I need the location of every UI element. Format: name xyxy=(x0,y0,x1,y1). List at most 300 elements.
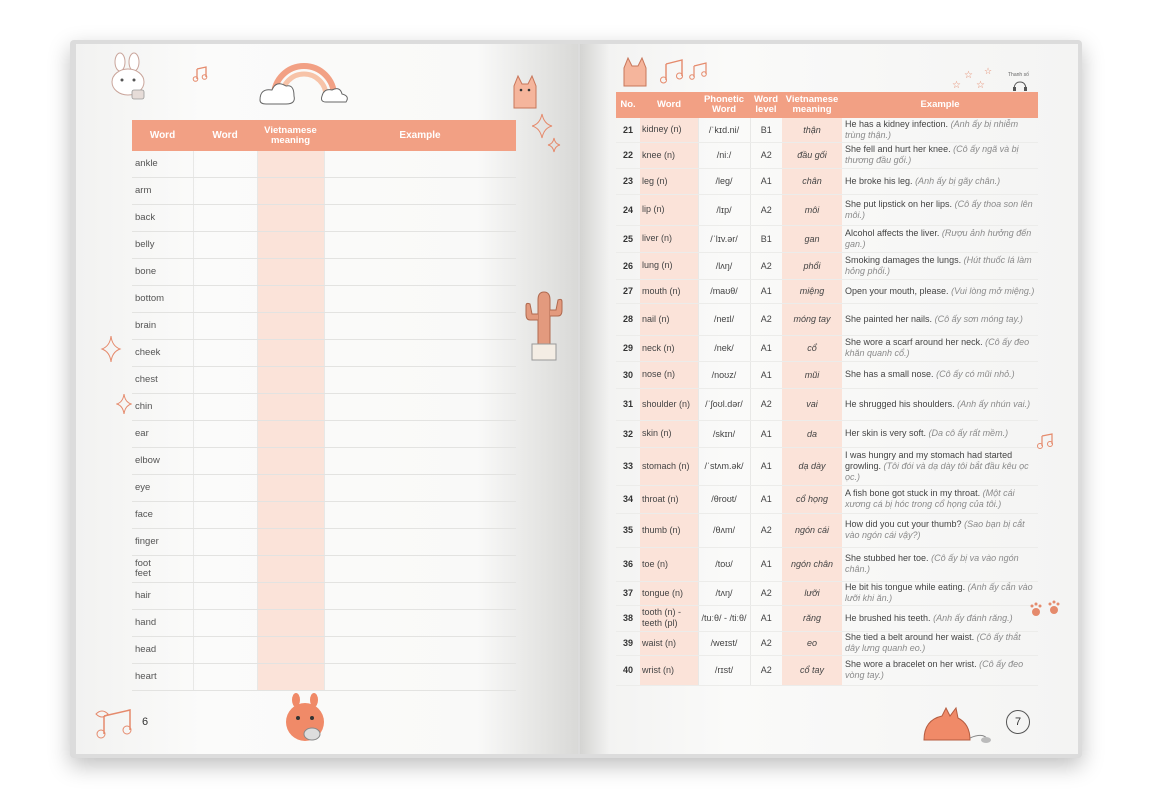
table-row xyxy=(616,447,1038,485)
phonetic-cell: /noʊz/ xyxy=(698,361,750,388)
practice-example-cell[interactable] xyxy=(324,151,516,178)
page-number-left: 6 xyxy=(142,716,149,728)
practice-word-cell[interactable] xyxy=(193,205,257,232)
word-cell: finger xyxy=(132,529,193,556)
example-en: She put lipstick on her lips. xyxy=(845,198,953,209)
level-cell: A2 xyxy=(750,655,782,685)
table-row xyxy=(132,421,516,448)
level-cell: B1 xyxy=(750,225,782,252)
column-header-word-practice: Word xyxy=(193,120,257,151)
example-vi: (Anh ấy đánh răng.) xyxy=(933,612,1013,623)
practice-meaning-cell[interactable] xyxy=(257,637,324,664)
phonetic-cell: /leg/ xyxy=(698,168,750,194)
example-en: He brushed his teeth. xyxy=(845,612,931,623)
table-row xyxy=(616,225,1038,252)
example-vi: (Một cái xương cá bị hóc trong cổ họng của tôi.) xyxy=(845,488,1015,509)
svg-text:☆: ☆ xyxy=(952,80,961,91)
vietnamese-cell: răng xyxy=(782,605,842,631)
phonetic-cell: /nek/ xyxy=(698,335,750,361)
table-row xyxy=(132,529,516,556)
table-row xyxy=(616,631,1038,655)
sleeping-cat-icon xyxy=(920,704,1000,744)
practice-word-cell[interactable] xyxy=(193,556,257,583)
phonetic-cell: /weɪst/ xyxy=(698,631,750,655)
example-vi: (Cô ấy thắt dây lưng quanh eo.) xyxy=(845,632,1021,653)
phonetic-cell: /toʊ/ xyxy=(698,547,750,581)
word-cell: mouth (n) xyxy=(640,279,698,303)
table-row xyxy=(616,581,1038,605)
row-number: 38 xyxy=(616,605,640,631)
phonetic-cell: /lʌŋ/ xyxy=(698,252,750,279)
row-number: 27 xyxy=(616,279,640,303)
bunny-icon xyxy=(106,52,150,102)
practice-word-cell[interactable] xyxy=(193,367,257,394)
vietnamese-cell: eo xyxy=(782,631,842,655)
word-cell: chin xyxy=(132,394,193,421)
column-header-phonetic: Phonetic Word xyxy=(698,92,750,118)
practice-meaning-cell[interactable] xyxy=(257,151,324,178)
level-cell: A2 xyxy=(750,631,782,655)
row-number: 26 xyxy=(616,252,640,279)
example-vi: (Anh ấy cắn vào lưỡi khi ăn.) xyxy=(845,582,1033,603)
practice-example-cell[interactable] xyxy=(324,313,516,340)
table-row xyxy=(132,610,516,637)
example-en: Her skin is very soft. xyxy=(845,428,927,438)
word-cell: waist (n) xyxy=(640,631,698,655)
column-header-word: Word xyxy=(132,120,193,151)
practice-example-cell[interactable] xyxy=(324,475,516,502)
row-number: 39 xyxy=(616,631,640,655)
example-cell xyxy=(842,388,1038,420)
level-cell: A1 xyxy=(750,168,782,194)
practice-meaning-cell[interactable] xyxy=(257,610,324,637)
example-vi: (Cô ấy ngã và bị thương đầu gối.) xyxy=(845,144,1019,165)
example-cell xyxy=(842,118,1038,142)
word-cell: bone xyxy=(132,259,193,286)
word-cell: thumb (n) xyxy=(640,513,698,547)
practice-word-cell[interactable] xyxy=(193,178,257,205)
column-header-vietnamese: Vietnamese meaning xyxy=(782,92,842,118)
word-cell: back xyxy=(132,205,193,232)
example-en: How did you cut your thumb? xyxy=(845,519,962,529)
example-vi: (Tôi đói và dạ dày tôi bắt đầu kêu ọc ọc.) xyxy=(845,460,1029,482)
table-row xyxy=(132,340,516,367)
phonetic-cell: /rɪst/ xyxy=(698,655,750,685)
column-header-example: Example xyxy=(324,120,516,151)
practice-word-cell[interactable] xyxy=(193,151,257,178)
word-cell: liver (n) xyxy=(640,225,698,252)
example-cell xyxy=(842,225,1038,252)
level-cell: A2 xyxy=(750,194,782,225)
level-cell: A2 xyxy=(750,252,782,279)
word-cell: bottom xyxy=(132,286,193,313)
vietnamese-cell: cổ tay xyxy=(782,655,842,685)
example-cell xyxy=(842,168,1038,194)
practice-word-cell[interactable] xyxy=(193,421,257,448)
level-cell: A1 xyxy=(750,335,782,361)
practice-example-cell[interactable] xyxy=(324,178,516,205)
practice-example-cell[interactable] xyxy=(324,502,516,529)
practice-meaning-cell[interactable] xyxy=(257,286,324,313)
practice-meaning-cell[interactable] xyxy=(257,178,324,205)
vietnamese-cell: chân xyxy=(782,168,842,194)
practice-example-cell[interactable] xyxy=(324,664,516,691)
word-cell: brain xyxy=(132,313,193,340)
practice-example-cell[interactable] xyxy=(324,340,516,367)
practice-meaning-cell[interactable] xyxy=(257,529,324,556)
table-row xyxy=(132,367,516,394)
practice-meaning-cell[interactable] xyxy=(257,448,324,475)
phonetic-cell: /niː/ xyxy=(698,142,750,168)
practice-example-cell[interactable] xyxy=(324,448,516,475)
table-row xyxy=(132,502,516,529)
column-header-vietnamese: Vietnamese meaning xyxy=(257,120,324,151)
example-cell xyxy=(842,279,1038,303)
column-header-word: Word xyxy=(640,92,698,118)
word-cell: lung (n) xyxy=(640,252,698,279)
example-en: He broke his leg. xyxy=(845,175,913,186)
example-vi: (Anh ấy nhún vai.) xyxy=(957,398,1031,409)
example-en: She tied a belt around her waist. xyxy=(845,632,975,642)
vietnamese-cell: ngón cái xyxy=(782,513,842,547)
phonetic-cell: /skɪn/ xyxy=(698,420,750,447)
table-row xyxy=(132,286,516,313)
practice-meaning-cell[interactable] xyxy=(257,313,324,340)
practice-example-cell[interactable] xyxy=(324,205,516,232)
table-row xyxy=(616,513,1038,547)
rainbow-cloud-icon xyxy=(256,56,352,106)
phonetic-cell: /tʌŋ/ xyxy=(698,581,750,605)
table-row xyxy=(132,313,516,340)
practice-meaning-cell[interactable] xyxy=(257,475,324,502)
row-number: 25 xyxy=(616,225,640,252)
example-cell xyxy=(842,447,1038,485)
practice-meaning-cell[interactable] xyxy=(257,340,324,367)
word-cell: nail (n) xyxy=(640,303,698,335)
practice-word-cell[interactable] xyxy=(193,448,257,475)
table-row xyxy=(132,151,516,178)
level-cell: A1 xyxy=(750,547,782,581)
right-page xyxy=(580,44,1078,754)
example-en: A fish bone got stuck in my throat. xyxy=(845,488,981,498)
level-cell: A2 xyxy=(750,142,782,168)
vietnamese-cell: móng tay xyxy=(782,303,842,335)
example-vi: (Cô ấy sơn móng tay.) xyxy=(934,313,1023,324)
column-header-no: No. xyxy=(616,92,640,118)
level-cell: A2 xyxy=(750,388,782,420)
vietnamese-cell: cổ xyxy=(782,335,842,361)
example-cell xyxy=(842,335,1038,361)
vietnamese-cell: dạ dày xyxy=(782,447,842,485)
word-cell: eye xyxy=(132,475,193,502)
table-row xyxy=(616,605,1038,631)
example-cell xyxy=(842,581,1038,605)
example-cell xyxy=(842,361,1038,388)
practice-meaning-cell[interactable] xyxy=(257,664,324,691)
example-en: I was hungry and my stomach had started growling. xyxy=(845,449,1013,471)
word-cell: head xyxy=(132,637,193,664)
table-row xyxy=(132,178,516,205)
level-cell: A1 xyxy=(750,279,782,303)
practice-meaning-cell[interactable] xyxy=(257,421,324,448)
word-cell: elbow xyxy=(132,448,193,475)
table-row xyxy=(616,655,1038,685)
example-cell xyxy=(842,605,1038,631)
table-row xyxy=(132,475,516,502)
example-vi: (Anh ấy bị gãy chân.) xyxy=(915,175,1001,186)
practice-example-cell[interactable] xyxy=(324,583,516,610)
table-row xyxy=(616,361,1038,388)
row-number: 24 xyxy=(616,194,640,225)
level-cell: B1 xyxy=(750,118,782,142)
example-vi: (Rượu ảnh hưởng đến gan.) xyxy=(845,227,1032,249)
row-number: 22 xyxy=(616,142,640,168)
word-cell: foot feet xyxy=(132,556,193,583)
headphones-icon xyxy=(1012,80,1028,92)
example-en: Open your mouth, please. xyxy=(845,285,949,296)
example-en: She stubbed her toe. xyxy=(845,553,929,563)
example-vi: (Cô ấy đeo vòng tay.) xyxy=(845,659,1024,680)
word-cell: tongue (n) xyxy=(640,581,698,605)
word-cell: shoulder (n) xyxy=(640,388,698,420)
table-row xyxy=(616,420,1038,447)
column-header-example: Example xyxy=(842,92,1038,118)
example-en: She wore a scarf around her neck. xyxy=(845,337,983,347)
table-row xyxy=(616,194,1038,225)
svg-text:☆: ☆ xyxy=(984,66,993,76)
left-page xyxy=(76,44,578,754)
row-number: 30 xyxy=(616,361,640,388)
level-cell: A2 xyxy=(750,303,782,335)
word-cell: kidney (n) xyxy=(640,118,698,142)
table-row xyxy=(616,303,1038,335)
table-row xyxy=(616,142,1038,168)
practice-meaning-cell[interactable] xyxy=(257,556,324,583)
vietnamese-cell: vai xyxy=(782,388,842,420)
phonetic-cell: /θʌm/ xyxy=(698,513,750,547)
practice-example-cell[interactable] xyxy=(324,421,516,448)
cactus-icon xyxy=(524,290,564,366)
table-row xyxy=(132,394,516,421)
practice-example-cell[interactable] xyxy=(324,394,516,421)
vocab-practice-table xyxy=(132,120,516,691)
word-cell: heart xyxy=(132,664,193,691)
word-cell: throat (n) xyxy=(640,485,698,513)
table-row xyxy=(132,583,516,610)
example-cell xyxy=(842,485,1038,513)
practice-example-cell[interactable] xyxy=(324,556,516,583)
level-cell: A1 xyxy=(750,485,782,513)
music-note-icon xyxy=(94,706,144,740)
word-cell: chest xyxy=(132,367,193,394)
phonetic-cell: /ˈlɪv.ər/ xyxy=(698,225,750,252)
stars-icon xyxy=(950,62,1000,92)
table-row xyxy=(616,388,1038,420)
table-row xyxy=(132,448,516,475)
level-cell: A1 xyxy=(750,420,782,447)
practice-meaning-cell[interactable] xyxy=(257,259,324,286)
table-row xyxy=(132,232,516,259)
svg-text:☆: ☆ xyxy=(964,70,973,81)
vietnamese-cell: đầu gối xyxy=(782,142,842,168)
practice-word-cell[interactable] xyxy=(193,286,257,313)
practice-example-cell[interactable] xyxy=(324,529,516,556)
practice-word-cell[interactable] xyxy=(193,502,257,529)
level-cell: A1 xyxy=(750,361,782,388)
corner-label: Thanh số xyxy=(1008,72,1029,78)
example-en: She wore a bracelet on her wrist. xyxy=(845,659,977,669)
example-vi: (Sao bạn bị cắt vào ngón cái vậy?) xyxy=(845,519,1025,540)
music-note-icon xyxy=(1036,432,1056,450)
example-cell xyxy=(842,513,1038,547)
example-cell xyxy=(842,631,1038,655)
example-en: She painted her nails. xyxy=(845,313,933,324)
row-number: 34 xyxy=(616,485,640,513)
bear-mascot-icon xyxy=(282,692,328,744)
row-number: 23 xyxy=(616,168,640,194)
word-cell: ankle xyxy=(132,151,193,178)
vietnamese-cell: miệng xyxy=(782,279,842,303)
phonetic-cell: /neɪl/ xyxy=(698,303,750,335)
row-number: 29 xyxy=(616,335,640,361)
sparkle-icon xyxy=(116,392,132,416)
table-row xyxy=(616,252,1038,279)
example-vi: (Vui lòng mở miệng.) xyxy=(951,285,1035,296)
vietnamese-cell: mũi xyxy=(782,361,842,388)
sparkle-icon xyxy=(532,112,562,162)
column-header-level: Word level xyxy=(750,92,782,118)
practice-meaning-cell[interactable] xyxy=(257,502,324,529)
practice-word-cell[interactable] xyxy=(193,259,257,286)
example-cell xyxy=(842,142,1038,168)
row-number: 28 xyxy=(616,303,640,335)
example-cell xyxy=(842,547,1038,581)
example-vi: (Cô ấy đeo khăn quanh cổ.) xyxy=(845,337,1030,358)
practice-word-cell[interactable] xyxy=(193,637,257,664)
practice-word-cell[interactable] xyxy=(193,610,257,637)
table-row xyxy=(616,168,1038,194)
practice-word-cell[interactable] xyxy=(193,664,257,691)
practice-meaning-cell[interactable] xyxy=(257,583,324,610)
word-cell: belly xyxy=(132,232,193,259)
example-en: Alcohol affects the liver. xyxy=(845,227,940,238)
example-cell xyxy=(842,194,1038,225)
word-cell: wrist (n) xyxy=(640,655,698,685)
vietnamese-cell: phổi xyxy=(782,252,842,279)
music-note-icon xyxy=(192,66,210,82)
example-cell xyxy=(842,420,1038,447)
table-row xyxy=(616,485,1038,513)
word-cell: hand xyxy=(132,610,193,637)
word-cell: knee (n) xyxy=(640,142,698,168)
practice-word-cell[interactable] xyxy=(193,583,257,610)
practice-word-cell[interactable] xyxy=(193,232,257,259)
page-number-right: 7 xyxy=(1006,710,1030,734)
table-row xyxy=(616,279,1038,303)
practice-meaning-cell[interactable] xyxy=(257,367,324,394)
vietnamese-cell: cổ họng xyxy=(782,485,842,513)
word-cell: hair xyxy=(132,583,193,610)
paw-prints-icon xyxy=(1028,600,1064,620)
practice-word-cell[interactable] xyxy=(193,313,257,340)
word-cell: tooth (n) - teeth (pl) xyxy=(640,605,698,631)
phonetic-cell: /lɪp/ xyxy=(698,194,750,225)
vietnamese-cell: da xyxy=(782,420,842,447)
table-row xyxy=(132,259,516,286)
vietnamese-cell: ngón chân xyxy=(782,547,842,581)
vietnamese-cell: môi xyxy=(782,194,842,225)
phonetic-cell: /ˈstʌm.ək/ xyxy=(698,447,750,485)
phonetic-cell: /ˈʃoʊl.dər/ xyxy=(698,388,750,420)
cat-music-icon xyxy=(620,54,716,88)
level-cell: A1 xyxy=(750,605,782,631)
table-row xyxy=(132,205,516,232)
word-cell: toe (n) xyxy=(640,547,698,581)
example-cell xyxy=(842,252,1038,279)
level-cell: A1 xyxy=(750,447,782,485)
practice-word-cell[interactable] xyxy=(193,340,257,367)
word-cell: nose (n) xyxy=(640,361,698,388)
vietnamese-cell: lưỡi xyxy=(782,581,842,605)
table-row xyxy=(132,556,516,583)
example-cell xyxy=(842,303,1038,335)
word-cell: lip (n) xyxy=(640,194,698,225)
word-cell: face xyxy=(132,502,193,529)
practice-example-cell[interactable] xyxy=(324,259,516,286)
practice-example-cell[interactable] xyxy=(324,637,516,664)
example-vi: (Cô ấy thoa son lên môi.) xyxy=(845,198,1033,220)
practice-word-cell[interactable] xyxy=(193,394,257,421)
practice-example-cell[interactable] xyxy=(324,610,516,637)
row-number: 36 xyxy=(616,547,640,581)
example-vi: (Hút thuốc lá làm hỏng phổi.) xyxy=(845,254,1032,276)
phonetic-cell: /tuːθ/ - /tiːθ/ xyxy=(698,605,750,631)
practice-example-cell[interactable] xyxy=(324,286,516,313)
example-en: He has a kidney infection. xyxy=(845,118,949,129)
word-cell: skin (n) xyxy=(640,420,698,447)
row-number: 37 xyxy=(616,581,640,605)
practice-example-cell[interactable] xyxy=(324,367,516,394)
cat-icon xyxy=(508,72,542,110)
row-number: 31 xyxy=(616,388,640,420)
svg-text:☆: ☆ xyxy=(976,80,985,91)
phonetic-cell: /maʊθ/ xyxy=(698,279,750,303)
example-en: She has a small nose. xyxy=(845,369,934,379)
row-number: 35 xyxy=(616,513,640,547)
example-cell xyxy=(842,655,1038,685)
practice-meaning-cell[interactable] xyxy=(257,394,324,421)
row-number: 40 xyxy=(616,655,640,685)
row-number: 33 xyxy=(616,447,640,485)
practice-meaning-cell[interactable] xyxy=(257,205,324,232)
example-vi: (Anh ấy bị nhiễm trùng thận.) xyxy=(845,118,1019,140)
phonetic-cell: /ˈkɪd.ni/ xyxy=(698,118,750,142)
example-vi: (Cô ấy bị va vào ngón chân.) xyxy=(845,553,1019,574)
practice-word-cell[interactable] xyxy=(193,529,257,556)
example-en: She fell and hurt her knee. xyxy=(845,144,951,154)
example-en: Smoking damages the lungs. xyxy=(845,254,962,265)
vocabulary-table xyxy=(616,92,1038,686)
row-number: 21 xyxy=(616,118,640,142)
word-cell: neck (n) xyxy=(640,335,698,361)
practice-meaning-cell[interactable] xyxy=(257,232,324,259)
table-row xyxy=(616,335,1038,361)
practice-word-cell[interactable] xyxy=(193,475,257,502)
practice-example-cell[interactable] xyxy=(324,232,516,259)
vietnamese-cell: thận xyxy=(782,118,842,142)
word-cell: cheek xyxy=(132,340,193,367)
word-cell: leg (n) xyxy=(640,168,698,194)
